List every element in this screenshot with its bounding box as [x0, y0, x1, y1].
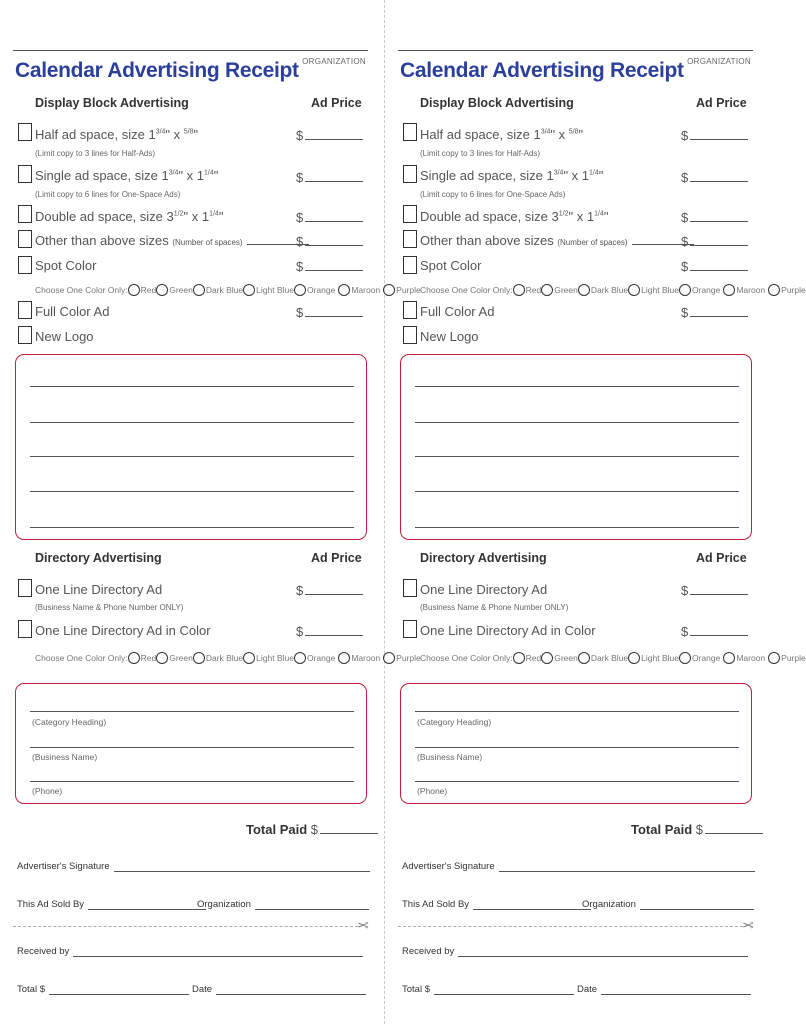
one-line-color-label: One Line Directory Ad in Color — [420, 623, 596, 638]
one-line-ad-price-field[interactable]: $ — [681, 583, 748, 598]
one-line-ad-note: (Business Name & Phone Number ONLY) — [420, 603, 569, 612]
copy-line[interactable] — [415, 491, 739, 492]
radio-circle-icon[interactable] — [128, 652, 140, 664]
half-ad-price-field[interactable]: $ — [681, 128, 748, 143]
radio-circle-icon[interactable] — [243, 284, 255, 296]
phone-line[interactable] — [415, 781, 739, 782]
color-option-purple[interactable]: Purple — [768, 652, 806, 664]
color-option-maroon[interactable]: Maroon — [338, 284, 380, 296]
copy-line[interactable] — [30, 386, 354, 387]
radio-circle-icon[interactable] — [383, 652, 395, 664]
spot-color-label: Spot Color — [35, 258, 97, 273]
radio-circle-icon[interactable] — [294, 284, 306, 296]
directory-header: Directory Advertising — [420, 551, 547, 565]
radio-circle-icon[interactable] — [628, 284, 640, 296]
color-option-light-blue[interactable]: Light Blue — [243, 284, 294, 296]
single-ad-label: Single ad space, size $1^{3/4}$" x $1^{1/4}$" — [420, 168, 604, 183]
phone-caption: (Phone) — [32, 786, 63, 796]
half-ad-checkbox[interactable] — [403, 123, 417, 141]
full-color-checkbox[interactable] — [403, 301, 417, 319]
radio-circle-icon[interactable] — [723, 652, 735, 664]
color-option-red[interactable]: Red — [513, 652, 542, 664]
radio-circle-icon[interactable] — [243, 652, 255, 664]
half-ad-price-field[interactable]: $ — [296, 128, 363, 143]
half-ad-note: (Limit copy to 3 lines for Half-Ads) — [420, 149, 541, 158]
ad-copy-box[interactable] — [400, 354, 752, 540]
single-ad-price-field[interactable]: $ — [681, 170, 748, 185]
receipt-title: Calendar Advertising Receipt — [400, 59, 684, 82]
radio-circle-icon[interactable] — [513, 284, 525, 296]
color-option-green[interactable]: Green — [156, 284, 193, 296]
total-paid-field[interactable]: Total Paid $ — [631, 822, 763, 837]
scissors-icon: ✂ — [742, 917, 754, 933]
radio-circle-icon[interactable] — [723, 284, 735, 296]
receipt-right — [398, 0, 806, 1024]
double-ad-price-field[interactable]: $ — [681, 210, 748, 225]
copy-line[interactable] — [415, 456, 739, 457]
display-block-header: Display Block Advertising — [35, 96, 189, 110]
radio-circle-icon[interactable] — [338, 284, 350, 296]
radio-circle-icon[interactable] — [338, 652, 350, 664]
one-line-ad-label: One Line Directory Ad — [420, 582, 548, 597]
single-ad-price-field[interactable]: $ — [296, 170, 363, 185]
color-option-red[interactable]: Red — [513, 284, 542, 296]
other-size-label: Other than above sizes (Number of spaces) — [420, 233, 694, 248]
full-color-label: Full Color Ad — [35, 304, 110, 319]
organization-field[interactable]: Organization — [582, 899, 754, 910]
ad-copy-box[interactable] — [15, 354, 367, 540]
radio-circle-icon[interactable] — [679, 284, 691, 296]
full-color-price-field[interactable]: $ — [296, 305, 363, 320]
single-ad-label: Single ad space, size $1^{3/4}$" x $1^{1/4}$" — [35, 168, 219, 183]
copy-line[interactable] — [415, 527, 739, 528]
directory-color-options: Choose One Color Only: Red Green Dark Blue Light Blue Orange Maroon Purple — [420, 653, 806, 663]
radio-circle-icon[interactable] — [541, 652, 553, 664]
half-ad-note: (Limit copy to 3 lines for Half-Ads) — [35, 149, 156, 158]
business-name-line[interactable] — [415, 747, 739, 748]
radio-circle-icon[interactable] — [768, 652, 780, 664]
color-option-orange[interactable]: Orange — [679, 284, 720, 296]
category-heading-caption: (Category Heading) — [417, 717, 492, 727]
color-option-purple[interactable]: Purple — [383, 284, 421, 296]
received-by-field[interactable]: Received by — [402, 946, 748, 957]
radio-circle-icon[interactable] — [578, 652, 590, 664]
full-color-label: Full Color Ad — [420, 304, 495, 319]
organization-label: ORGANIZATION — [302, 57, 366, 66]
single-ad-note: (Limit copy to 6 lines for One-Space Ads) — [420, 190, 566, 199]
full-color-price-field[interactable]: $ — [681, 305, 748, 320]
total-field[interactable]: Total $ — [402, 984, 574, 995]
radio-circle-icon[interactable] — [156, 652, 168, 664]
color-option-red[interactable]: Red — [128, 652, 157, 664]
category-heading-caption: (Category Heading) — [32, 717, 107, 727]
radio-circle-icon[interactable] — [294, 652, 306, 664]
other-size-label: Other than above sizes (Number of spaces) — [35, 233, 309, 248]
receipt-left — [13, 0, 421, 1024]
center-cut-line — [384, 0, 385, 1024]
radio-circle-icon[interactable] — [193, 652, 205, 664]
color-option-green[interactable]: Green — [541, 652, 578, 664]
one-line-ad-checkbox[interactable] — [403, 579, 417, 597]
one-line-ad-checkbox[interactable] — [18, 579, 32, 597]
radio-circle-icon[interactable] — [679, 652, 691, 664]
spot-color-options: Choose One Color Only: Red Green Dark Blue Light Blue Orange Maroon Purple — [35, 285, 421, 295]
one-line-color-checkbox[interactable] — [403, 620, 417, 638]
color-option-maroon[interactable]: Maroon — [723, 652, 765, 664]
radio-circle-icon[interactable] — [513, 652, 525, 664]
copy-line[interactable] — [30, 491, 354, 492]
spot-color-price-field[interactable]: $ — [296, 259, 363, 274]
one-line-ad-note: (Business Name & Phone Number ONLY) — [35, 603, 184, 612]
single-ad-note: (Limit copy to 6 lines for One-Space Ads) — [35, 190, 181, 199]
ad-price-header: Ad Price — [311, 96, 362, 110]
radio-circle-icon[interactable] — [578, 284, 590, 296]
copy-line[interactable] — [30, 456, 354, 457]
business-name-line[interactable] — [30, 747, 354, 748]
copy-line[interactable] — [415, 422, 739, 423]
color-option-purple[interactable]: Purple — [768, 284, 806, 296]
color-option-dark-blue[interactable]: Dark Blue — [193, 652, 243, 664]
date-field[interactable]: Date — [192, 984, 366, 995]
spot-color-checkbox[interactable] — [18, 256, 32, 274]
directory-color-options: Choose One Color Only: Red Green Dark Blue Light Blue Orange Maroon Purple — [35, 653, 421, 663]
one-line-ad-label: One Line Directory Ad — [35, 582, 163, 597]
color-option-maroon[interactable]: Maroon — [723, 284, 765, 296]
spot-color-price-field[interactable]: $ — [681, 259, 748, 274]
color-option-light-blue[interactable]: Light Blue — [628, 652, 679, 664]
color-option-maroon[interactable]: Maroon — [338, 652, 380, 664]
cut-line — [398, 926, 743, 927]
new-logo-label: New Logo — [420, 329, 479, 344]
organization-label: ORGANIZATION — [687, 57, 751, 66]
single-ad-checkbox[interactable] — [18, 165, 32, 183]
new-logo-checkbox[interactable] — [18, 326, 32, 344]
copy-line[interactable] — [30, 527, 354, 528]
radio-circle-icon[interactable] — [628, 652, 640, 664]
phone-line[interactable] — [30, 781, 354, 782]
directory-ad-price-header: Ad Price — [311, 551, 362, 565]
one-line-color-price-field[interactable]: $ — [296, 624, 363, 639]
color-option-light-blue[interactable]: Light Blue — [628, 284, 679, 296]
receipt-title: Calendar Advertising Receipt — [15, 59, 299, 82]
directory-header: Directory Advertising — [35, 551, 162, 565]
one-line-color-price-field[interactable]: $ — [681, 624, 748, 639]
ad-price-header: Ad Price — [696, 96, 747, 110]
total-field[interactable]: Total $ — [17, 984, 189, 995]
header-rule — [398, 50, 753, 51]
half-ad-checkbox[interactable] — [18, 123, 32, 141]
phone-caption: (Phone) — [417, 786, 448, 796]
color-option-dark-blue[interactable]: Dark Blue — [578, 284, 628, 296]
radio-circle-icon[interactable] — [193, 284, 205, 296]
color-option-red[interactable]: Red — [128, 284, 157, 296]
directory-ad-price-header: Ad Price — [696, 551, 747, 565]
double-ad-price-field[interactable]: $ — [296, 210, 363, 225]
one-line-color-checkbox[interactable] — [18, 620, 32, 638]
cut-line — [13, 926, 358, 927]
color-option-orange[interactable]: Orange — [294, 652, 335, 664]
display-block-header: Display Block Advertising — [420, 96, 574, 110]
advertiser-signature-field[interactable]: Advertiser's Signature — [402, 861, 755, 872]
color-option-green[interactable]: Green — [156, 652, 193, 664]
double-ad-checkbox[interactable] — [18, 205, 32, 223]
color-option-light-blue[interactable]: Light Blue — [243, 652, 294, 664]
total-paid-field[interactable]: Total Paid $ — [246, 822, 378, 837]
new-logo-label: New Logo — [35, 329, 94, 344]
color-option-purple[interactable]: Purple — [383, 652, 421, 664]
radio-circle-icon[interactable] — [156, 284, 168, 296]
directory-listing-box[interactable] — [400, 683, 752, 804]
category-heading-line[interactable] — [30, 711, 354, 712]
single-ad-checkbox[interactable] — [403, 165, 417, 183]
color-option-orange[interactable]: Orange — [294, 284, 335, 296]
half-ad-label: Half ad space, size $1^{3/4}$" x $^{5/8}$" — [35, 127, 199, 142]
radio-circle-icon[interactable] — [128, 284, 140, 296]
scissors-icon: ✂ — [357, 917, 369, 933]
double-ad-label: Double ad space, size $3^{1/2}$" x $1^{1/4}$" — [420, 209, 609, 224]
category-heading-line[interactable] — [415, 711, 739, 712]
new-logo-checkbox[interactable] — [403, 326, 417, 344]
one-line-color-label: One Line Directory Ad in Color — [35, 623, 211, 638]
copy-line[interactable] — [415, 386, 739, 387]
spot-color-options: Choose One Color Only: Red Green Dark Blue Light Blue Orange Maroon Purple — [420, 285, 806, 295]
spot-color-label: Spot Color — [420, 258, 482, 273]
radio-circle-icon[interactable] — [768, 284, 780, 296]
header-rule — [13, 50, 368, 51]
copy-line[interactable] — [30, 422, 354, 423]
organization-field[interactable]: Organization — [197, 899, 369, 910]
color-option-dark-blue[interactable]: Dark Blue — [193, 284, 243, 296]
other-size-checkbox[interactable] — [18, 230, 32, 248]
color-option-dark-blue[interactable]: Dark Blue — [578, 652, 628, 664]
color-option-orange[interactable]: Orange — [679, 652, 720, 664]
radio-circle-icon[interactable] — [383, 284, 395, 296]
sold-by-field[interactable]: This Ad Sold By — [402, 899, 591, 910]
sold-by-field[interactable]: This Ad Sold By — [17, 899, 206, 910]
spot-color-checkbox[interactable] — [403, 256, 417, 274]
full-color-checkbox[interactable] — [18, 301, 32, 319]
business-name-caption: (Business Name) — [417, 752, 483, 762]
color-option-green[interactable]: Green — [541, 284, 578, 296]
double-ad-label: Double ad space, size $3^{1/2}$" x $1^{1/4}$" — [35, 209, 224, 224]
business-name-caption: (Business Name) — [32, 752, 98, 762]
double-ad-checkbox[interactable] — [403, 205, 417, 223]
one-line-ad-price-field[interactable]: $ — [296, 583, 363, 598]
received-by-field[interactable]: Received by — [17, 946, 363, 957]
other-size-checkbox[interactable] — [403, 230, 417, 248]
half-ad-label: Half ad space, size $1^{3/4}$" x $^{5/8}$" — [420, 127, 584, 142]
other-size-price-field[interactable]: $ — [681, 234, 748, 249]
advertiser-signature-field[interactable]: Advertiser's Signature — [17, 861, 370, 872]
directory-listing-box[interactable] — [15, 683, 367, 804]
date-field[interactable]: Date — [577, 984, 751, 995]
radio-circle-icon[interactable] — [541, 284, 553, 296]
other-size-price-field[interactable]: $ — [296, 234, 363, 249]
